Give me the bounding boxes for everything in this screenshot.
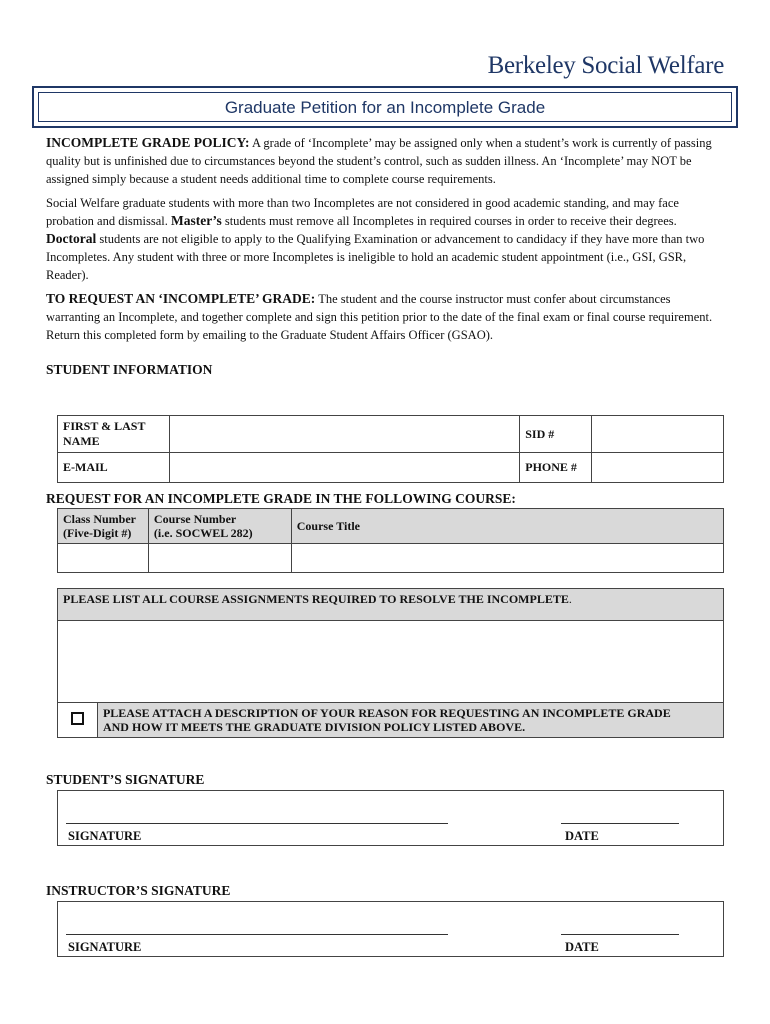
email-label: E-MAIL <box>58 453 170 483</box>
assignments-header <box>58 589 724 621</box>
page-title: Graduate Petition for an Incomplete Grade <box>38 92 732 122</box>
assignments-header-period: . <box>568 592 572 606</box>
course-number-label: Course Number <box>153 512 237 526</box>
checkbox-icon <box>71 712 84 725</box>
course-table <box>57 508 724 573</box>
course-title-field[interactable] <box>291 544 723 573</box>
sid-field[interactable] <box>592 416 724 453</box>
instructor-signature-heading: INSTRUCTOR’S SIGNATURE <box>46 883 231 898</box>
first-last-name-label: FIRST & LAST NAME <box>58 416 170 453</box>
assignments-header-text: PLEASE LIST ALL COURSE ASSIGNMENTS REQUIRED TO RESOLVE THE INCOMPLETE <box>63 592 569 606</box>
course-number-sublabel: (i.e. SOCWEL 282) <box>153 526 253 540</box>
student-signature-label: SIGNATURE <box>68 829 142 843</box>
attach-description-text <box>97 703 723 738</box>
class-number-sublabel: (Five-Digit #) <box>63 526 132 540</box>
course-title-header: Course Title <box>291 509 723 544</box>
policy-text: A grade of ‘Incomplete’ may be assigned only when a student’s work is currently of passing quality but is unfinished due to circumstances beyond the student’s control, such as sudden illness. An ‘Incomplete’ may NOT be assigned simply because a student needs additional time to complete course requirements. <box>46 136 712 186</box>
instructor-date-label: DATE <box>565 940 599 954</box>
berkeley-social-welfare-logo: Berkeley Social Welfare <box>487 52 724 79</box>
course-number-field[interactable] <box>148 544 291 573</box>
doctoral-label: Doctoral <box>46 231 97 246</box>
email-field[interactable] <box>169 453 519 483</box>
student-signature-box <box>57 790 724 846</box>
attach-line-2: AND HOW IT MEETS THE GRADUATE DIVISION POLICY LISTED ABOVE. <box>102 720 526 734</box>
request-text: The student and the course instructor must confer about circumstances warranting an Incomplete, and together complete and sign this petition prior to the date of the final exam or final course requirement. Return this completed form by emailing to the Graduate Student Affairs Officer (GSAO). <box>46 292 713 342</box>
sid-label: SID # <box>520 416 592 453</box>
course-number-header <box>148 509 291 544</box>
standing-paragraph <box>46 194 726 284</box>
class-number-header <box>58 509 149 544</box>
assignments-field[interactable] <box>58 621 724 703</box>
class-number-field[interactable] <box>58 544 149 573</box>
student-signature-heading: STUDENT’S SIGNATURE <box>46 772 205 787</box>
phone-field[interactable] <box>592 453 724 483</box>
instructor-signature-box <box>57 901 724 957</box>
student-information-table <box>57 415 724 483</box>
masters-label: Master’s <box>171 213 222 228</box>
instructor-signature-label: SIGNATURE <box>68 940 142 954</box>
student-date-label: DATE <box>565 829 599 843</box>
class-number-label: Class Number <box>63 512 137 526</box>
request-paragraph <box>46 290 726 344</box>
phone-label: PHONE # <box>520 453 592 483</box>
student-signature-line[interactable] <box>66 823 448 824</box>
standing-text-3: students are not eligible to apply to the Qualifying Examination or advancement to candidacy if they have more than two Incompletes. Any student with three or more Incompletes is ineligible to hold an academic student appointment (i.e., GSI, GSR, Reader). <box>46 232 705 282</box>
policy-paragraph <box>46 134 726 188</box>
title-frame <box>32 86 738 128</box>
name-field[interactable] <box>169 416 519 453</box>
instructor-date-line[interactable] <box>561 934 679 935</box>
course-request-heading: REQUEST FOR AN INCOMPLETE GRADE IN THE FOLLOWING COURSE: <box>46 491 516 506</box>
policy-label: INCOMPLETE GRADE POLICY: <box>46 135 250 150</box>
attach-line-1: PLEASE ATTACH A DESCRIPTION OF YOUR REASON FOR REQUESTING AN INCOMPLETE GRADE <box>102 706 671 720</box>
request-label: TO REQUEST AN ‘INCOMPLETE’ GRADE: <box>46 291 316 306</box>
student-date-line[interactable] <box>561 823 679 824</box>
instructor-signature-line[interactable] <box>66 934 448 935</box>
student-information-heading: STUDENT INFORMATION <box>46 362 213 377</box>
standing-text-2: students must remove all Incompletes in required courses in order to receive their degrees. <box>221 214 677 228</box>
assignments-table <box>57 588 724 738</box>
attach-description-checkbox[interactable] <box>58 703 98 738</box>
standing-text-1: Social Welfare graduate students with more than two Incompletes are not considered in good academic standing, and may face probation and dismissal. <box>46 196 679 228</box>
